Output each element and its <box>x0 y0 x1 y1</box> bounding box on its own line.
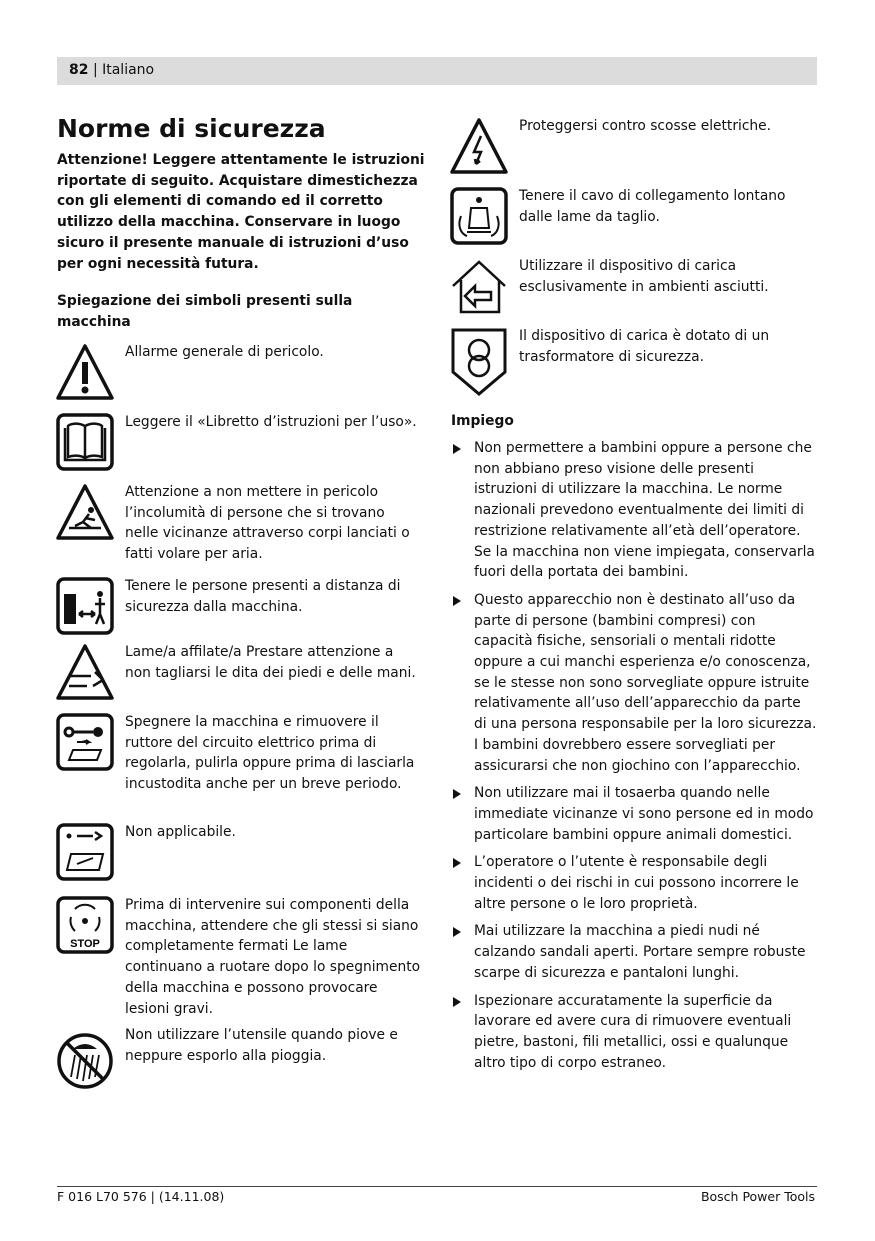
symbol-row <box>55 1025 421 1091</box>
symbols-heading: Spiegazione dei simboli presenti sulla macchina <box>57 293 353 330</box>
electric-shock-icon <box>449 116 509 176</box>
symbol-row <box>55 482 421 565</box>
symbol-row <box>55 412 421 472</box>
page-title: Norme di sicurezza <box>57 114 326 143</box>
symbol-row <box>449 256 815 316</box>
impiego-list <box>451 438 817 1080</box>
symbol-row <box>55 576 421 636</box>
symbol-description: Proteggersi contro scosse elettriche. <box>519 118 772 134</box>
symbol-description: Spegnere la macchina e rimuovere il ruttore del circuito elettrico prima di regolarla, pulirla oppure prima di lasciarla incustodita anche per un breve periodo. <box>125 714 415 793</box>
symbol-row <box>55 895 421 1019</box>
symbol-row <box>449 326 815 396</box>
header-language: | Italiano <box>92 62 155 78</box>
symbol-description: Leggere il «Libretto d’istruzioni per l’uso». <box>125 414 417 430</box>
list-item: Non utilizzare mai il tosaerba quando nelle immediate vicinanze vi sono persone ed in modo particolare bambini oppure animali domestici. <box>451 783 817 845</box>
list-item: Mai utilizzare la macchina a piedi nudi né calzando sandali aperti. Portare sempre robuste scarpe di sicurezza e pantaloni lunghi. <box>451 921 817 983</box>
wait-until-stopped-icon <box>55 895 115 955</box>
impiego-heading: Impiego <box>451 413 514 429</box>
maintenance-manual-icon <box>55 822 115 882</box>
sharp-blades-icon <box>55 642 115 702</box>
footer-brand: Bosch Power Tools <box>700 1189 815 1204</box>
list-item: Ispezionare accuratamente la superficie da lavorare ed avere cura di rimuovere eventuali pietre, bastoni, fili metallici, ossi e qualunque altro tipo di corpo estraneo. <box>451 991 817 1074</box>
page-number: 82 <box>69 62 89 78</box>
indoor-use-only-icon <box>449 256 509 316</box>
symbol-row <box>449 186 815 246</box>
symbol-description: Lame/a affilate/a Prestare attenzione a non tagliarsi le dita dei piedi e delle mani. <box>125 644 416 681</box>
symbol-row <box>55 712 421 795</box>
symbol-row <box>55 342 421 402</box>
footer-doc-id: F 016 L70 576 | (14.11.08) <box>57 1189 225 1204</box>
symbol-row <box>449 116 815 176</box>
symbol-description: Non applicabile. <box>125 824 236 840</box>
symbol-description: Allarme generale di pericolo. <box>125 344 324 360</box>
symbol-description: Tenere le persone presenti a distanza di sicurezza dalla macchina. <box>125 578 401 615</box>
stop-label: STOP <box>70 938 100 950</box>
list-item: Questo apparecchio non è destinato all’uso da parte di persone (bambini compresi) con capacità fisiche, sensoriali o mentali ridotte oppure a cui manchi esperienza e/o conoscenza, se le stesse non sono sorvegliate oppure istruite relativamente all’uso dell’apparecchio da parte di una persona responsabile per la loro sicurezza. I bambini dovrebbero essere sorvegliati per assicurarsi che non giochino con l’apparecchio. <box>451 590 817 776</box>
symbol-description: Attenzione a non mettere in pericolo l’incolumità di persone che si trovano nelle vicinanze attraverso corpi lanciati o fatti volare per aria. <box>125 484 410 563</box>
page-header <box>57 57 817 85</box>
warning-triangle-icon <box>55 342 115 402</box>
symbol-description: Non utilizzare l’utensile quando piove e neppure esporlo alla pioggia. <box>125 1027 398 1064</box>
symbol-row <box>55 822 421 882</box>
safety-transformer-icon <box>449 326 509 396</box>
list-item: L’operatore o l’utente è responsabile degli incidenti o dei rischi in cui possono incorrere le altre persone o le loro proprietà. <box>451 852 817 914</box>
symbol-description: Prima di intervenire sui componenti della macchina, attendere che gli stessi si siano completamente fermati Le lame continuano a ruotare dopo lo spegnimento della macchina e possono provocare lesioni gravi. <box>125 897 421 1017</box>
manual-book-icon <box>55 412 115 472</box>
thrown-objects-icon <box>55 482 115 542</box>
list-item: Non permettere a bambini oppure a persone che non abbiano preso visione delle presenti istruzioni di utilizzare la macchina. Le norme nazionali prevedono eventualmente dei limiti di restrizione relativamente all’età dell’operatore. Se la macchina non viene impiegata, conservarla fuori della portata dei bambini. <box>451 438 817 583</box>
symbol-description: Utilizzare il dispositivo di carica esclusivamente in ambienti asciutti. <box>519 258 769 295</box>
symbol-description: Il dispositivo di carica è dotato di un trasformatore di sicurezza. <box>519 328 770 365</box>
no-rain-icon <box>55 1031 115 1091</box>
symbol-row <box>55 642 421 702</box>
cable-away-from-blades-icon <box>449 186 509 246</box>
keep-distance-icon <box>55 576 115 636</box>
intro-warning: Attenzione! Leggere attentamente le istruzioni riportate di seguito. Acquistare dimestichezza con gli elementi di comando ed il corretto utilizzo della macchina. Conservare in luogo sicuro il presente manuale di istruzioni d’uso per ogni necessità futura. <box>57 152 425 272</box>
symbol-description: Tenere il cavo di collegamento lontano dalle lame da taglio. <box>519 188 786 225</box>
disconnect-before-maintenance-icon <box>55 712 115 772</box>
